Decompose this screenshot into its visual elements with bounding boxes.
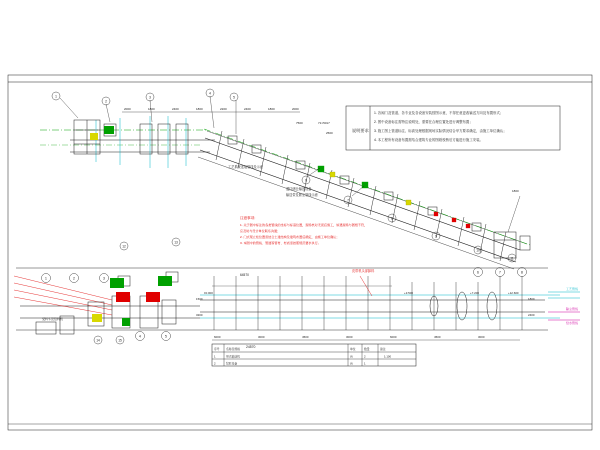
dim-total-1: 64570 [240, 273, 249, 277]
elev-4: +12.600 [508, 291, 519, 295]
dim-top-4: 1800 [196, 107, 203, 111]
notes-line-3: 3. 施工图上管道标注、标高处理根据现场实际情况结合甲方要求确定，由施工单位确认； [374, 129, 507, 133]
dim-total-2: 24570 [246, 345, 256, 349]
tb-col-4: 数量 [364, 347, 370, 351]
tb-r1-c1: 1 [214, 354, 216, 359]
callout-4-label: 皮带机头部卸料 [352, 269, 375, 273]
eq-tag-10: 10 [476, 248, 480, 253]
eq-tag-12: 12 [122, 244, 126, 249]
tb-r2-c2: 给料设备 [226, 361, 238, 366]
eq-tag-9: 9 [435, 234, 437, 239]
equipment-yellow-1[interactable] [90, 133, 98, 140]
dim-ur-4: 1800 [512, 189, 519, 193]
tb-scale-value: 1:100 [384, 354, 391, 359]
title-block[interactable] [212, 344, 416, 366]
notes-line-4: 4. 本工程所有设备布置需结合建筑专业的图纸校核后方能进行施工安装。 [374, 138, 483, 142]
notes-box [346, 106, 560, 150]
tb-col-3: 单位 [350, 347, 356, 351]
eq-tag-11: 11 [510, 256, 514, 261]
callout-5-label: 受料斗及给料机 [42, 317, 64, 321]
equipment-green-1[interactable] [104, 126, 114, 134]
bubble-left-5: 5 [165, 334, 167, 339]
elev-1: ±0.000 [204, 291, 213, 295]
dim-low-6: 4500 [434, 335, 441, 339]
dim-top-2: 1800 [148, 107, 155, 111]
tb-col-5: 备注 [380, 347, 386, 351]
bubble-left-6: 6 [477, 270, 479, 275]
bubble-left-1: 1 [45, 276, 47, 281]
elev-3: +7.200 [470, 291, 479, 295]
dim-low-2: 3000 [258, 335, 265, 339]
tb-r1-c4: 2 [364, 354, 366, 359]
dim-low-7: 3000 [478, 335, 485, 339]
eq-tag-2: 2 [105, 99, 107, 104]
notes-line-1: 1. 各阀门及管道、各专业及各设备安装按图示意，不得任意更改输送方向及布置形式； [374, 111, 504, 115]
eq-tag-7: 7 [347, 198, 349, 203]
notes-line-2: 2. 图中设备标注需特注说明处，需要在合理位置处进行调整布置； [374, 120, 473, 124]
callout-2-label: 通往储仓输送设备 [286, 187, 312, 191]
tb-r2-c4: 1 [364, 361, 366, 366]
dim-low-1: 6000 [214, 335, 221, 339]
dim-top-5: 2200 [220, 107, 227, 111]
bubble-left-7: 7 [499, 270, 501, 275]
legend-item-3: 给水管线 [566, 321, 579, 325]
legend-item-2: 除尘管线 [566, 307, 579, 311]
red-notes-line-4: 3. 本图中的管线、管道等管材、材质需按照规范要求执行。 [240, 241, 321, 245]
lower-plan[interactable] [14, 268, 580, 349]
dim-low-4: 3000 [346, 335, 353, 339]
dim-top-1: 2000 [124, 107, 131, 111]
dim-mid-4: 2400 [528, 313, 535, 317]
eq-tag-5: 5 [233, 95, 235, 100]
eq-tag-1: 1 [55, 94, 57, 99]
red-notes-line-2: 应及时与设计单位联系沟通； [240, 229, 281, 233]
notes-box-label: 说明要求 [352, 128, 369, 133]
tb-col-2: 名称及规格 [226, 347, 240, 351]
eq-tag-3: 3 [149, 95, 151, 100]
eq-tag-13: 13 [174, 240, 178, 245]
tb-r1-c2: 带式输送机 [226, 354, 240, 359]
dim-low-3: 4500 [302, 335, 309, 339]
elev-2: +3.500 [404, 291, 413, 295]
dim-mid-2: 3200 [196, 313, 203, 317]
tb-col-1: 序号 [214, 347, 220, 351]
bubble-left-8: 8 [521, 270, 523, 275]
dim-mid-3: 1800 [528, 297, 535, 301]
dim-top-6: 2400 [244, 107, 251, 111]
bubble-left-3: 3 [103, 276, 105, 281]
eq-tag-14: 14 [96, 338, 100, 343]
red-notes [240, 215, 367, 245]
dim-ur-1: 7500 [296, 121, 303, 125]
red-notes-line-3: 2. 门式架立柱位置需结合土建结构及建筑布置后确定，由施工单位确认； [240, 235, 340, 239]
tb-r2-c1: 2 [214, 361, 216, 366]
eq-tag-15: 15 [118, 338, 122, 343]
dim-top-8: 2000 [292, 107, 299, 111]
eq-tag-8: 8 [391, 216, 393, 221]
tb-r1-c3: 台 [350, 354, 353, 359]
legend-item-1: 工艺管线 [566, 287, 579, 291]
bubble-left-2: 2 [73, 276, 75, 281]
elevation-tags [204, 291, 519, 295]
eq-tag-6: 6 [305, 178, 307, 183]
dim-ur-2: 71×5017 [318, 121, 330, 125]
dim-ur-3: 2500 [326, 131, 333, 135]
red-notes-title: 注意事项: [240, 216, 256, 220]
dim-low-5: 6000 [390, 335, 397, 339]
bubble-left-4: 4 [139, 334, 141, 339]
dim-top-3: 2400 [172, 107, 179, 111]
callout-1-label: 工艺系统连接管线及示意 [228, 165, 264, 169]
red-notes-line-1: 1. 关于图中标注的各类管线的坐标与标高位置，现场核对无误后施工，如遇现场与图纸不符， [240, 223, 368, 227]
tb-r2-c3: 台 [350, 361, 353, 366]
dim-top-7: 1800 [268, 107, 275, 111]
dim-mid-1: 1500 [196, 297, 203, 301]
callout-3-label: 输送带及除尘管线示意 [286, 193, 318, 197]
eq-tag-4: 4 [209, 91, 211, 96]
